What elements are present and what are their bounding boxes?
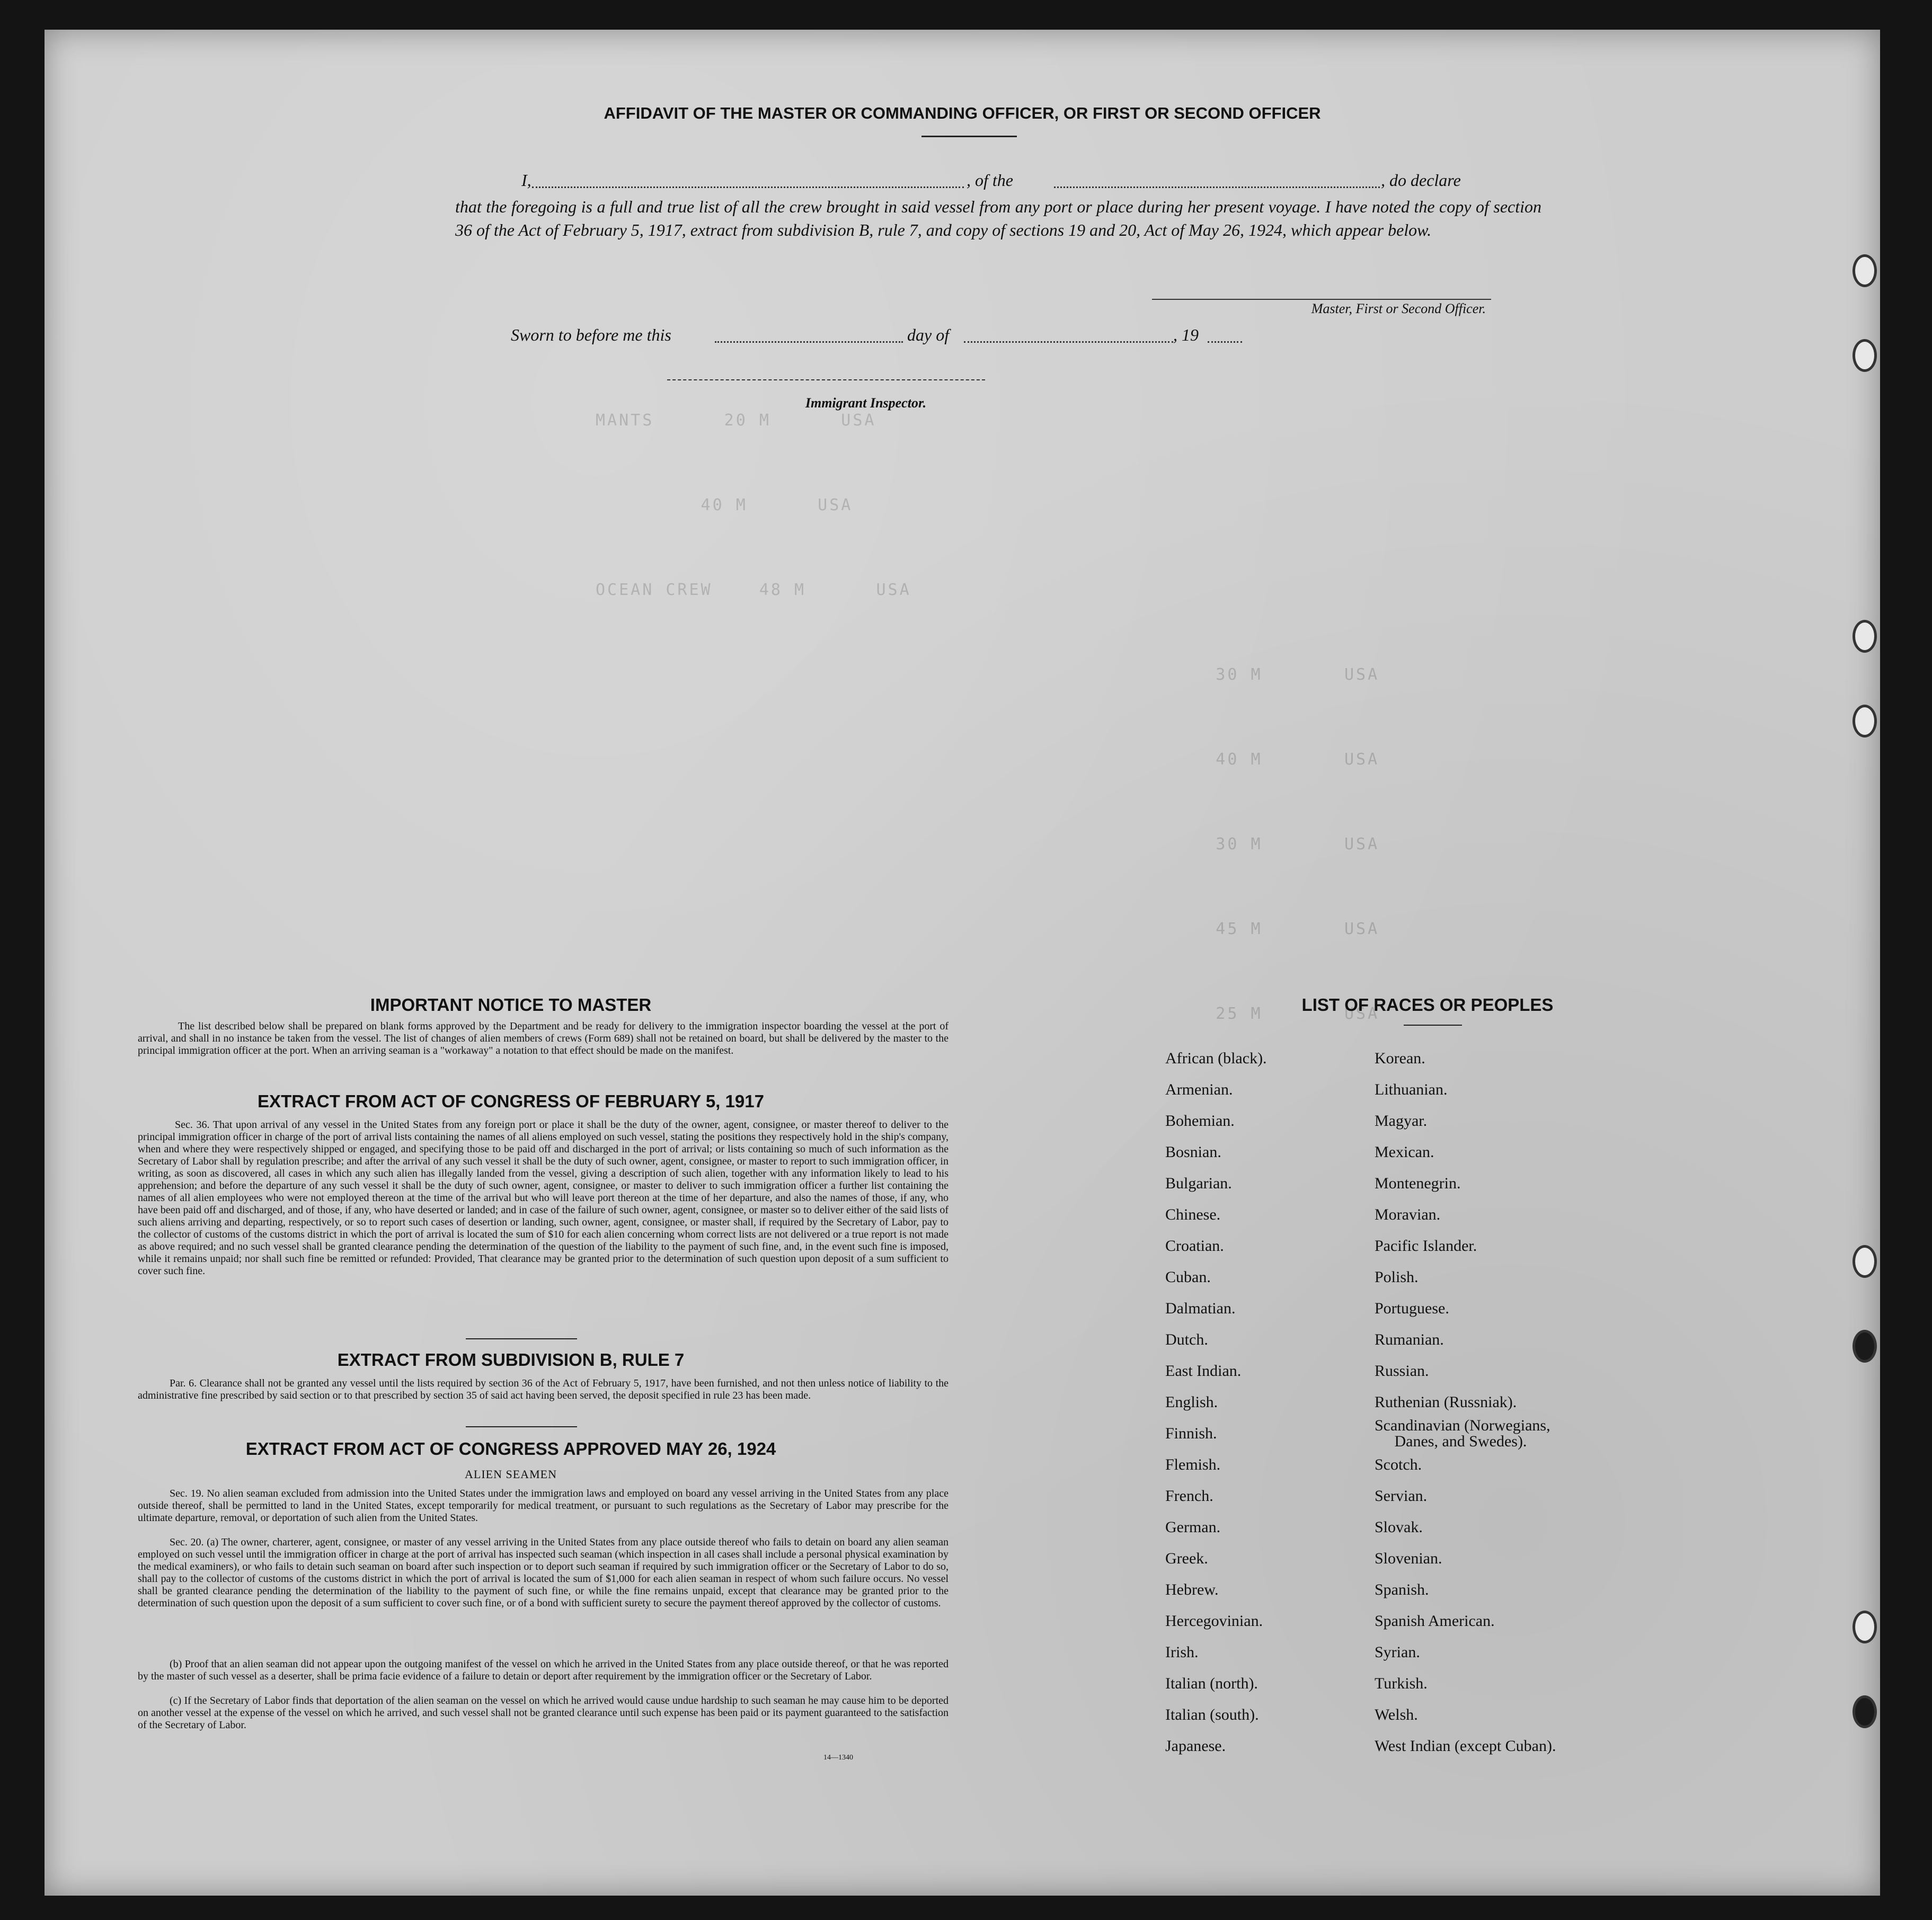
- inspector-signature-line[interactable]: [667, 379, 985, 380]
- race-item: Dalmatian.: [1165, 1300, 1236, 1317]
- punch-hole-icon: [1853, 620, 1877, 653]
- race-item: Croatian.: [1165, 1237, 1224, 1255]
- race-item: Flemish.: [1165, 1456, 1221, 1473]
- act-1917-title: EXTRACT FROM ACT OF CONGRESS OF FEBRUARY 5, 1917: [258, 1091, 764, 1111]
- races-left-list: [1165, 1043, 1267, 1762]
- race-item: Bohemian.: [1165, 1112, 1235, 1130]
- race-item: Scotch.: [1375, 1456, 1422, 1473]
- title-underline: [921, 136, 1017, 137]
- race-item: Armenian.: [1165, 1081, 1233, 1098]
- punch-hole-icon: [1853, 254, 1877, 287]
- race-item: Pacific Islander.: [1375, 1237, 1477, 1255]
- race-item: Lithuanian.: [1375, 1081, 1448, 1098]
- race-item: Hebrew.: [1165, 1581, 1219, 1598]
- race-item: Portuguese.: [1375, 1300, 1449, 1317]
- race-item: Servian.: [1375, 1487, 1428, 1505]
- rule7-text: Par. 6. Clearance shall not be granted any vessel until the lists required by section 36 of the Act of February 5, 1917, have been furnished, and not then unless notice of liability to the administrative fine prescribed by said section or to that prescribed by section 35 of said act having been served, the deposit specified in rule 23 has been made.: [138, 1377, 949, 1401]
- sec20b-text: (b) Proof that an alien seaman did not appear upon the outgoing manifest of the vessel on which he arrived in the United States from any place outside thereof, or that he was reported by the master of such vessel as a deserter, shall be prima facie evidence of a failure to detain or deport after requirement by the immigration officer or the Secretary of Labor.: [138, 1658, 949, 1682]
- race-item: Rumanian.: [1375, 1331, 1444, 1348]
- race-item: East Indian.: [1165, 1362, 1242, 1380]
- race-item: Greek.: [1165, 1550, 1208, 1567]
- race-item: Chinese.: [1165, 1206, 1221, 1223]
- race-item: Moravian.: [1375, 1206, 1441, 1223]
- punch-hole-icon: [1853, 1330, 1877, 1363]
- race-item: Slovenian.: [1375, 1550, 1442, 1567]
- race-item: Italian (south).: [1165, 1706, 1259, 1723]
- race-item: Japanese.: [1165, 1737, 1226, 1755]
- race-item: Irish.: [1165, 1643, 1199, 1661]
- do-declare-label: , do declare: [1381, 171, 1461, 190]
- race-item: Ruthenian (Russniak).: [1375, 1393, 1517, 1411]
- act-1924-title: EXTRACT FROM ACT OF CONGRESS APPROVED MAY 26, 1924: [245, 1439, 776, 1459]
- races-title: LIST OF RACES OR PEOPLES: [1301, 995, 1554, 1015]
- race-item: Finnish.: [1165, 1425, 1217, 1442]
- race-item: Spanish American.: [1375, 1612, 1495, 1630]
- notice-title: IMPORTANT NOTICE TO MASTER: [370, 995, 652, 1015]
- document-page: MANTS 20 M USA 40 M USA OCEAN CREW 48 M USA 30 M USA 40 M USA 30 M USA 45 M USA 25 M USA AFFIDAVIT OF THE MASTER OR COMMANDING OFFICER, OR FIRST OR SECOND OFFICER I, , of the , do declare that the foregoing is a full and true list of all the crew brought in said vessel from any port or place during her present voyage. I have noted the copy of section 36 of the Act of February 5, 1917, extract from subdivision B, rule 7, and copy of sections 19 and 20, Act of May 26, 1924, which appear below. Master, First or Second Officer. Sworn to before me this day of , 19 Immigrant Inspector. IMPORTANT NOTICE TO MASTER The list described below shall be prepared on blank forms approved by the Department and be ready for delivery to the immigration inspector boarding the vessel at the port of arrival, and shall in no instance be taken from the vessel. The list of changes of alien members of crews (Form 689) shall not be retained on board, but shall be delivered by the master to the principal immigration officer at the port. When an arriving seaman is a "workaway" a notation to that effect should be made on the manifest. EXTRACT FROM ACT OF CONGRESS OF FEBRUARY 5, 1917 Sec. 36. That upon arrival of any vessel in the United States from any foreign port or place it shall be the duty of the owner, agent, consignee, or master thereof to deliver to the principal immigration officer in charge of the port of arrival lists containing the names of all aliens employed on such vessel, stating the positions they respectively hold in the ship's company, when and where they were respectively shipped or engaged, and specifying those to be paid off and discharged in the port of arrival; or lists containing so much of such information as the Secretary of Labor shall by regulation prescribe; and after the arrival of any such vessel it shall be the duty of such owner, agent, consignee, or master to report to such immigration officer, in writing, as soon as discovered, all cases in which any such alien has illegally landed from the vessel, giving a description of such alien, together with any information likely to lead to his apprehension; and before the departure of any such vessel it shall be the duty of such owner, agent, consignee, or master to deliver to such immigration officer a further list containing the names of all alien employees who were not employed thereon at the time of the arrival but who will leave port thereon at the time of her departure, and also the names of those, if any, who have been paid off and discharged, and of those, if any, who have deserted or landed; and in case of the failure of such owner, agent, consignee, or master so to deliver either of the said lists of such aliens arriving and departing, respectively, or so to report such cases of desertion or landing, such owner, agent, consignee, or master shall, if required by the Secretary of Labor, pay to the collector of customs of the customs district in which the port of arrival is located the sum of $10 for each alien concerning whom correct lists are not delivered or a true report is not made as above required; and no such vessel shall be granted clearance pending the determination of the question of the liability to the payment of such fine, and, in the event such fine is imposed, while it remains unpaid; nor shall such fine be remitted or refunded: Provided, That clearance may be granted prior to the determination of such question upon deposit of a sum sufficient to cover such fine. EXTRACT FROM SUBDIVISION B, RULE 7 Par. 6. Clearance shall not be granted any vessel until the lists required by section 36 of the Act of February 5, 1917, have been furnished, and not then unless notice of liability to the administrative fine prescribed by said section or to that prescribed by section 35 of said act having been served, the deposit specified in rule 23 has been made. EXTRACT FROM ACT OF CONGRESS APPROVED MAY 26, 1924 ALIEN SEAMEN Sec. 19. No alien seaman excluded from admission into the United States under the immigration laws and employed on board any vessel arriving in the United States from any place outside thereof, shall be permitted to land in the United States, except temporarily for medical treatment, or pursuant to such regulations as the Secretary of Labor may prescribe for the ultimate departure, removal, or deportation of such alien from the United States. Sec. 20. (a) The owner, charterer, agent, consignee, or master of any vessel arriving in the United States from any place outside thereof who fails to detain on board any alien seaman employed on such vessel until the immigration officer in charge at the port of arrival has inspected such seaman (which inspection in all cases shall include a personal physical examination by the medical examiners), or who fails to detain such seaman on board after such inspection or to deport such seaman if required by such immigration officer or the Secretary of Labor to do so, shall pay to the collector of customs of the customs district in which the port of arrival is located the sum of $1,000 for each alien seaman in respect of whom such failure occurs. No vessel shall be granted clearance pending the determination of the liability to the payment of such fine, or while the fine remains unpaid, except that clearance may be granted prior to the determination of such question upon the deposit of a sum sufficient to cover such fine, or of a bond with sufficient surety to secure the payment thereof approved by the collector of customs. (b) Proof that an alien seaman did not appear upon the outgoing manifest of the vessel on which he arrived in the United States from any place outside thereof, or that he was reported by the master of such vessel as a deserter, shall be prima facie evidence of a failure to detain or deport after requirement by the immigration officer or the Secretary of Labor. (c) If the Secretary of Labor finds that deportation of the alien seaman on the vessel on which he arrived would cause undue hardship to such seaman he may cause him to be deported on another vessel at the expense of the vessel on which he arrived, and such vessel shall not be granted clearance until such expense has been paid or its payment guaranteed to the satisfaction of the Secretary of Labor. 14—1340 LIST OF RACES OR PEOPLES African (black). Armenian. Bohemian. Bosnian. Bulgarian. Chinese. Croatian. Cuban. Dalmatian. Dutch. East Indian. English. Finnish. Flemish. French. German. Greek. Hebrew. Hercegovinian. Irish. Italian (north). Italian (south). Japanese. Korean. Lithuanian. Magyar. Mexican. Montenegrin. Moravian. Pacific Islander. Polish. Portuguese. Rumanian. Russian. Ruthenian (Russniak). Scandinavian (Norwegians, Danes, and Swedes). Scotch. Servian. Slovak. Slovenian. Spanish. Spanish American. Syrian. Turkish. Welsh. West Indian (except Cuban).: [45, 30, 1880, 1896]
- sworn-label: Sworn to before me this: [511, 325, 671, 344]
- inspector-label: Immigrant Inspector.: [805, 395, 927, 411]
- affidavit-title: AFFIDAVIT OF THE MASTER OR COMMANDING OFFICER, OR FIRST OR SECOND OFFICER: [604, 104, 1321, 122]
- divider-2: [466, 1426, 577, 1427]
- sworn-month-field[interactable]: [964, 341, 1173, 343]
- race-item: Korean.: [1375, 1050, 1425, 1067]
- of-the-label: , of the: [967, 171, 1013, 190]
- race-item: Russian.: [1375, 1362, 1429, 1380]
- race-item: Mexican.: [1375, 1143, 1434, 1161]
- master-signature-line[interactable]: [1152, 299, 1491, 300]
- punch-hole-icon: [1853, 1695, 1877, 1728]
- act-1924-subtitle: ALIEN SEAMEN: [465, 1468, 557, 1481]
- race-item: German.: [1165, 1518, 1221, 1536]
- punch-hole-icon: [1853, 1245, 1877, 1278]
- vessel-name-field[interactable]: [1054, 186, 1380, 188]
- race-item: Welsh.: [1375, 1706, 1418, 1723]
- race-item: West Indian (except Cuban).: [1375, 1737, 1556, 1755]
- punch-hole-icon: [1853, 1611, 1877, 1643]
- race-item: Bosnian.: [1165, 1143, 1221, 1161]
- sec20a-text: Sec. 20. (a) The owner, charterer, agent, consignee, or master of any vessel arriving in the United States from any place outside thereof who fails to detain on board any alien seaman employed on such vessel until the immigration officer in charge at the port of arrival has inspected such seaman (which inspection in all cases shall include a personal physical examination by the medical examiners), or who fails to detain such seaman on board after such inspection or to deport such seaman if required by such immigration officer or the Secretary of Labor to do so, shall pay to the collector of customs of the customs district in which the port of arrival is located the sum of $1,000 for each alien seaman in respect of whom such failure occurs. No vessel shall be granted clearance pending the determination of the liability to the payment of such fine, or while the fine remains unpaid, except that clearance may be granted prior to the determination of such question upon the deposit of a sum sufficient to cover such fine, or of a bond with sufficient surety to secure the payment thereof approved by the collector of customs.: [138, 1536, 949, 1609]
- year-label: , 19: [1173, 325, 1199, 344]
- master-signature-label: Master, First or Second Officer.: [1311, 301, 1486, 316]
- race-item: Bulgarian.: [1165, 1175, 1232, 1192]
- race-item: Polish.: [1375, 1268, 1419, 1286]
- races-underline: [1404, 1025, 1462, 1026]
- race-item: English.: [1165, 1393, 1218, 1411]
- race-item: Magyar.: [1375, 1112, 1428, 1130]
- races-right-list: [1375, 1043, 1556, 1762]
- race-item: African (black).: [1165, 1050, 1267, 1067]
- divider-1: [466, 1338, 577, 1339]
- sworn-day-field[interactable]: [715, 341, 903, 343]
- notice-text: The list described below shall be prepared on blank forms approved by the Department and be ready for delivery to the immigration inspector boarding the vessel at the port of arrival, and shall in no instance be taken from the vessel. The list of changes of alien members of crews (Form 689) shall not be retained on board, but shall be delivered by the master to the principal immigration officer at the port. When an arriving seaman is a "workaway" a notation to that effect should be made on the manifest.: [138, 1020, 949, 1056]
- declarant-label: I,: [521, 171, 531, 190]
- race-item: Cuban.: [1165, 1268, 1211, 1286]
- race-item: Italian (north).: [1165, 1675, 1258, 1692]
- sworn-line: [511, 325, 1279, 349]
- rule7-title: EXTRACT FROM SUBDIVISION B, RULE 7: [337, 1350, 685, 1370]
- race-item: French.: [1165, 1487, 1213, 1505]
- race-item: Dutch.: [1165, 1331, 1208, 1348]
- affidavit-body: that the foregoing is a full and true list of all the crew brought in said vessel from any port or place during her present voyage. I have noted the copy of section 36 of the Act of February 5, 1917, extract from subdivision B, rule 7, and copy of sections 19 and 20, Act of May 26, 1924, which appear below.: [455, 197, 1541, 239]
- race-item: Slovak.: [1375, 1518, 1423, 1536]
- sec20c-text: (c) If the Secretary of Labor finds that deportation of the alien seaman on the vessel on which he arrived would cause undue hardship to such seaman he may cause him to be deported on another vessel at the expense of the vessel on which he arrived, and such vessel shall not be granted clearance until such expense has been paid or its payment guaranteed to the satisfaction of the Secretary of Labor.: [138, 1695, 949, 1731]
- race-item: Scandinavian (Norwegians, Danes, and Swedes).: [1375, 1417, 1550, 1450]
- race-item: Montenegrin.: [1375, 1175, 1461, 1192]
- punch-hole-icon: [1853, 339, 1877, 372]
- affidavit-declaration-line: [521, 171, 1544, 194]
- race-item: Turkish.: [1375, 1675, 1428, 1692]
- sworn-year-field[interactable]: [1208, 341, 1242, 343]
- act-1917-text: Sec. 36. That upon arrival of any vessel in the United States from any foreign port or place it shall be the duty of the owner, agent, consignee, or master thereof to deliver to the principal immigration officer in charge of the port of arrival lists containing the names of all aliens employed on such vessel, stating the positions they respectively hold in the ship's company, when and where they were respectively shipped or engaged, and specifying those to be paid off and discharged in the port of arrival; or lists containing so much of such information as the Secretary of Labor shall by regulation prescribe; and after the arrival of any such vessel it shall be the duty of such owner, agent, consignee, or master to report to such immigration officer, in writing, as soon as discovered, all cases in which any such alien has illegally landed from the vessel, giving a description of such alien, together with any information likely to lead to his apprehension; and before the departure of any such vessel it shall be the duty of such owner, agent, consignee, or master to deliver to such immigration officer a further list containing the names of all alien employees who were not employed thereon at the time of the arrival but who will leave port thereon at the time of her departure, and also the names of those, if any, who have been paid off and discharged, and of those, if any, who have deserted or landed; and in case of the failure of such owner, agent, consignee, or master so to deliver either of the said lists of such aliens arriving and departing, respectively, or so to report such cases of desertion or landing, such owner, agent, consignee, or master shall, if required by the Secretary of Labor, pay to the collector of customs of the customs district in which the port of arrival is located the sum of $10 for each alien concerning whom correct lists are not delivered or a true report is not made as above required; and no such vessel shall be granted clearance pending the determination of the question of the liability to the payment of such fine, and, in the event such fine is imposed, while it remains unpaid; nor shall such fine be remitted or refunded: Provided, That clearance may be granted prior to the determination of such question upon deposit of a sum sufficient to cover such fine.: [138, 1119, 949, 1277]
- race-item: Syrian.: [1375, 1643, 1420, 1661]
- race-item: Hercegovinian.: [1165, 1612, 1263, 1630]
- form-number: 14—1340: [823, 1754, 853, 1762]
- race-item: Spanish.: [1375, 1581, 1429, 1598]
- sec19-text: Sec. 19. No alien seaman excluded from admission into the United States under the immigration laws and employed on board any vessel arriving in the United States from any place outside thereof, shall be permitted to land in the United States, except temporarily for medical treatment, or pursuant to such regulations as the Secretary of Labor may prescribe for the ultimate departure, removal, or deportation of such alien from the United States.: [138, 1488, 949, 1524]
- punch-hole-icon: [1853, 705, 1877, 737]
- declarant-name-field[interactable]: [532, 186, 964, 188]
- day-of-label: day of: [907, 325, 950, 344]
